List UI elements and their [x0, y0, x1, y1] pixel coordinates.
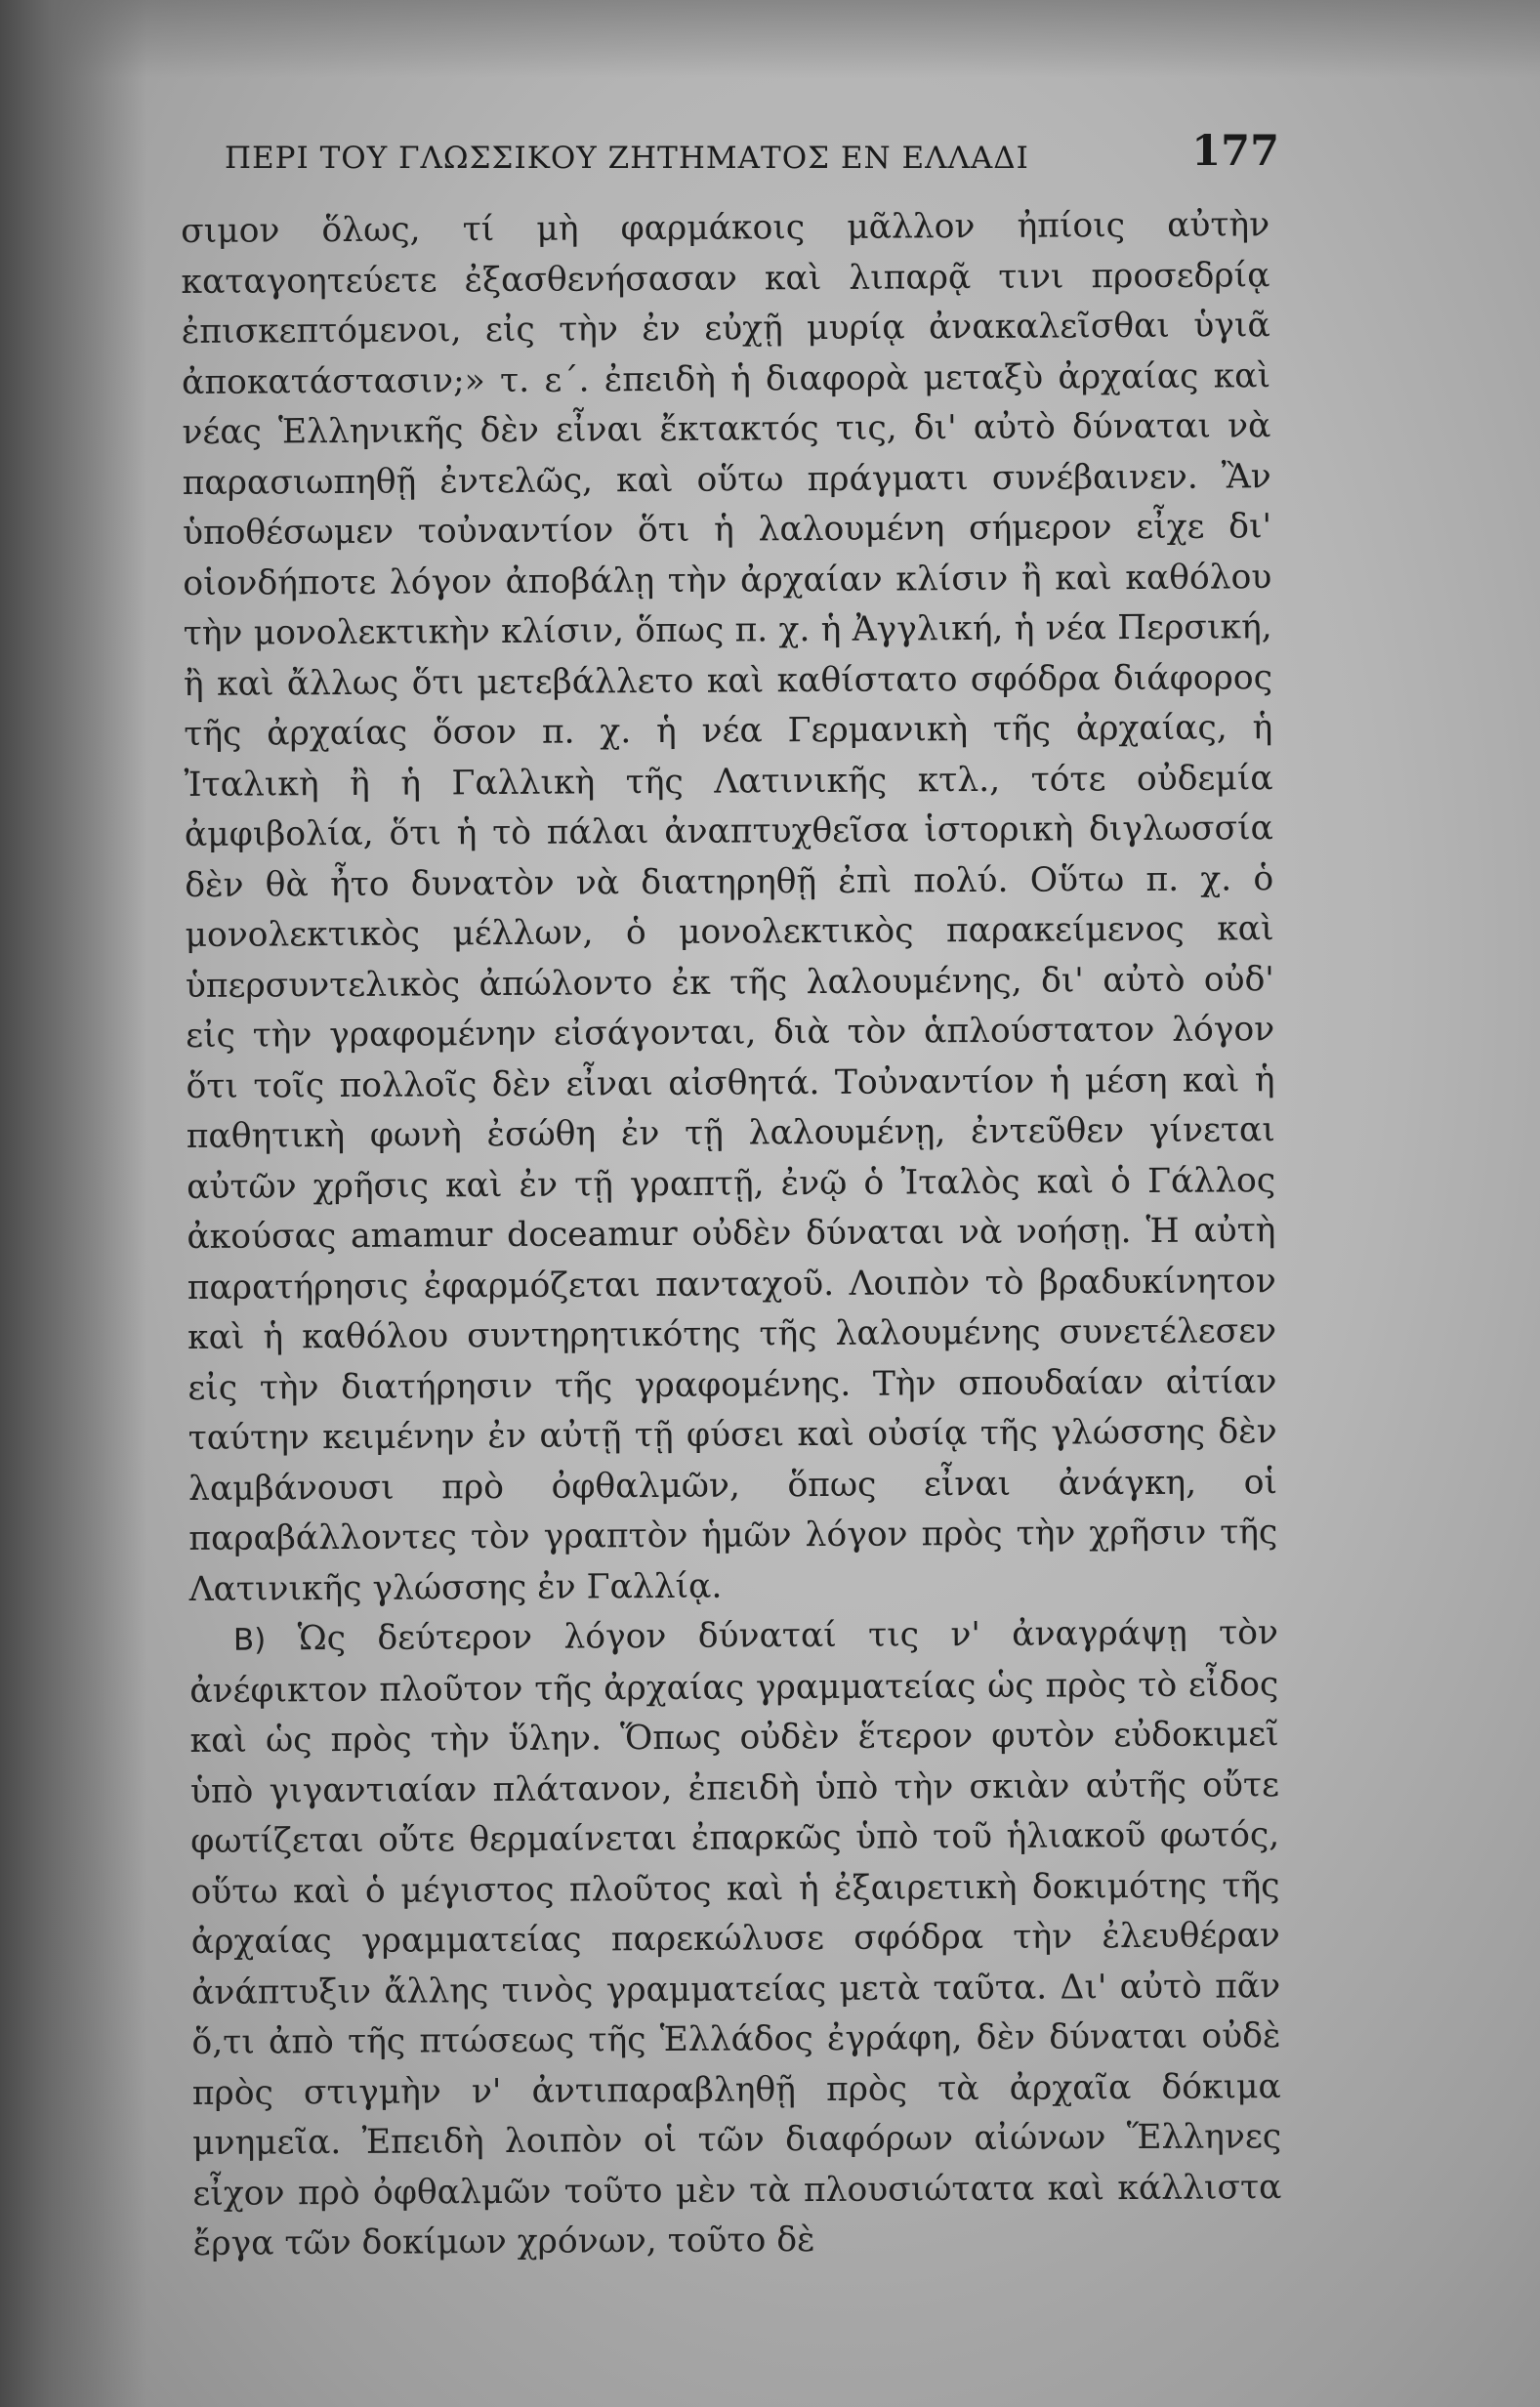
paragraph-2: [189, 1608, 1282, 2269]
page-top-edge: [0, 0, 1540, 78]
page-number: 177: [1191, 127, 1279, 176]
paragraph-1: σιμον ὅλως, τί μὴ φαρμάκοις μᾶλλον ἠπίοις αὐτὴν καταγοητεύετε ἐξασθενήσασαν καὶ λιπαρᾷ τινι προσεδρίᾳ ἐπισκεπτόμενοι, εἰς τὴν ἐν εὐχῇ μυρίᾳ ἀνακαλεῖσθαι ὑγιᾶ ἀποκατάστασιν;» τ. ε΄. ἐπειδὴ ἡ διαφορὰ μεταξὺ ἀρχαίας καὶ νέας Ἑλληνικῆς δὲν εἶναι ἔκτακτός τις, δι' αὐτὸ δύναται νὰ παρασιωπηθῇ ἐντελῶς, καὶ οὕτω πράγματι συνέβαινεν. Ἂν ὑποθέσωμεν τοὐναντίον ὅτι ἡ λαλουμένη σήμερον εἶχε δι' οἱονδήποτε λόγον ἀποβάλῃ τὴν ἀρχαίαν κλίσιν ἢ καὶ καθόλου τὴν μονολεκτικὴν κλίσιν, ὅπως π. χ. ἡ Ἀγγλική, ἡ νέα Περσική, ἢ καὶ ἄλλως ὅτι μετεβάλλετο καὶ καθίστατο σφόδρα διάφορος τῆς ἀρχαίας ὅσον π. χ. ἡ νέα Γερμανικὴ τῆς ἀρχαίας, ἡ Ἰταλικὴ ἢ ἡ Γαλλικὴ τῆς Λατινικῆς κτλ., τότε οὐδεμία ἀμφιβολία, ὅτι ἡ τὸ πάλαι ἀναπτυχθεῖσα ἱστορικὴ διγλωσσία δὲν θὰ ἦτο δυνατὸν νὰ διατηρηθῇ ἐπὶ πολύ. Οὕτω π. χ. ὁ μονολεκτικὸς μέλλων, ὁ μονολεκτικὸς παρακείμενος καὶ ὑπερσυντελικὸς ἀπώλοντο ἐκ τῆς λαλουμένης, δι' αὐτὸ οὐδ' εἰς τὴν γραφομένην εἰσάγονται, διὰ τὸν ἁπλούστατον λόγον ὅτι τοῖς πολλοῖς δὲν εἶναι αἰσθητά. Τοὐναντίον ἡ μέση καὶ ἡ παθητικὴ φωνὴ ἐσώθη ἐν τῇ λαλουμένῃ, ἐντεῦθεν γίνεται αὐτῶν χρῆσις καὶ ἐν τῇ γραπτῇ, ἐνῷ ὁ Ἰταλὸς καὶ ὁ Γάλλος ἀκούσας amamur doceamur οὐδὲν δύναται νὰ νοήσῃ. Ἡ αὐτὴ παρατήρησις ἐφαρμόζεται πανταχοῦ. Λοιπὸν τὸ βραδυκίνητον καὶ ἡ καθόλου συντηρητικότης τῆς λαλουμένης συνετέλεσεν εἰς τὴν διατήρησιν τῆς γραφομένης. Τὴν σπουδαίαν αἰτίαν ταύτην κειμένην ἐν αὐτῇ τῇ φύσει καὶ οὐσίᾳ τῆς γλώσσης δὲν λαμβάνουσι πρὸ ὀφθαλμῶν, ὅπως εἶναι ἀνάγκη, οἱ παραβάλλοντες τὸν γραπτὸν ἡμῶν λόγον πρὸς τὴν χρῆσιν τῆς Λατινικῆς γλώσσης ἐν Γαλλίᾳ.: [181, 205, 1278, 1609]
book-page: [181, 127, 1282, 2270]
running-head: ΠΕΡΙ ΤΟΥ ΓΛΩΣΣΙΚΟΥ ΖΗΤΗΜΑΤΟΣ ΕΝ ΕΛΛΑΔΙ: [225, 141, 1029, 176]
binding-shadow: [0, 0, 146, 2407]
body-text: [181, 200, 1282, 2269]
paragraph-2-text: Ὡς δεύτερον λόγον δύναταί τις ν' ἀναγράψῃ τὸν ἀνέφικτον πλοῦτον τῆς ἀρχαίας γραμματείας ὡς πρὸς τὸ εἶδος καὶ ὡς πρὸς τὴν ὕλην. Ὅπως οὐδὲν ἕτερον φυτὸν εὐδοκιμεῖ ὑπὸ γιγαντιαίαν πλάτανον, ἐπειδὴ ὑπὸ τὴν σκιὰν αὐτῆς οὔτε φωτίζεται οὔτε θερμαίνεται ἐπαρκῶς ὑπὸ τοῦ ἡλιακοῦ φωτός, οὕτω καὶ ὁ μέγιστος πλοῦτος καὶ ἡ ἐξαιρετικὴ δοκιμότης τῆς ἀρχαίας γραμματείας παρεκώλυσε σφόδρα τὴν ἐλευθέραν ἀνάπτυξιν ἄλλης τινὸς γραμματείας μετὰ ταῦτα. Δι' αὐτὸ πᾶν ὅ,τι ἀπὸ τῆς πτώσεως τῆς Ἑλλάδος ἐγράφη, δὲν δύναται οὐδὲ πρὸς στιγμὴν ν' ἀντιπαραβληθῇ πρὸς τὰ ἀρχαῖα δόκιμα μνημεῖα. Ἐπειδὴ λοιπὸν οἱ τῶν διαφόρων αἰώνων Ἕλληνες εἶχον πρὸ ὀφθαλμῶν τοῦτο μὲν τὰ πλουσιώτατα καὶ κάλλιστα ἔργα τῶν δοκίμων χρόνων, τοῦτο δὲ: [189, 1613, 1282, 2263]
section-marker: B): [232, 1622, 267, 1658]
page-header: [181, 127, 1279, 195]
